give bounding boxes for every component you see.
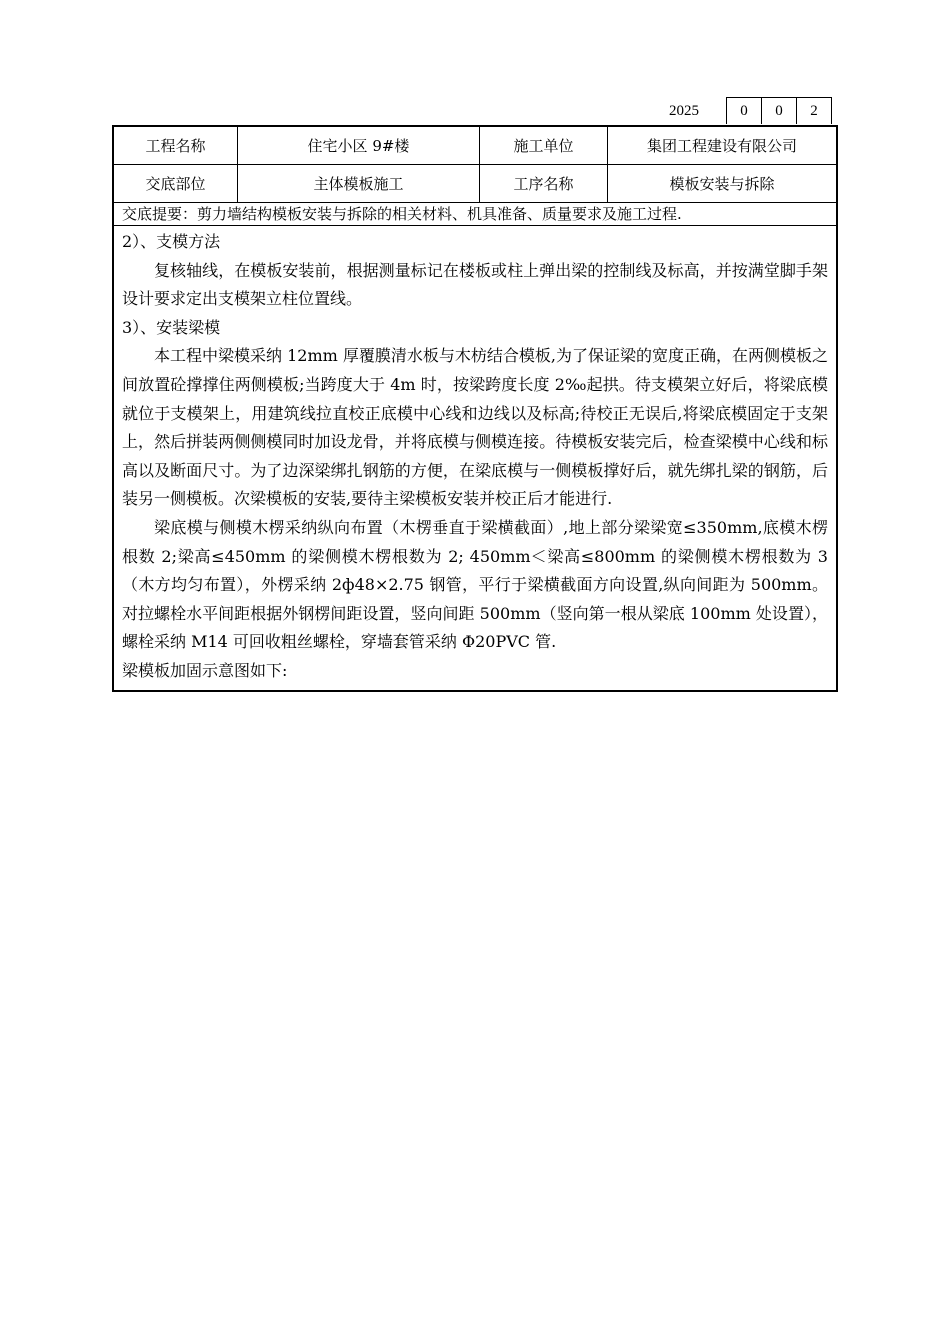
disclosure-part-label: 交底部位	[114, 165, 238, 202]
paragraph: 本工程中梁模采纳 12mm 厚覆膜清水板与木枋结合模板,为了保证梁的宽度正确，在两侧模板之间放置砼撑撑住两侧模板;当跨度大于 4m 时，按梁跨度长度 2‰起拱。待支模架立好后，将梁底模就位于支模架上，用建筑线拉直校正底模中心线和边线以及标高;待校正无误后,将梁底模固定于支架上，然后拼装两侧侧模同时加设龙骨，并将底模与侧模连接。待模板安装完后，检查梁模中心线和标高以及断面尺寸。为了边深梁绑扎钢筋的方便，在梁底模与一侧模板撑好后，就先绑扎梁的钢筋，后装另一侧模板。次梁模板的安装,要待主梁模板安装并校正后才能进行.	[122, 346, 828, 509]
section-heading: 2）、支模方法	[122, 232, 221, 251]
project-name-label: 工程名称	[114, 127, 238, 164]
header-row-scope	[114, 165, 836, 203]
document-digit: 0	[726, 97, 762, 124]
paragraph: 梁底模与侧模木楞采纳纵向布置（木楞垂直于梁横截面）,地上部分梁梁宽≤350mm,底模木楞根数 2;梁高≤450mm 的梁侧模木楞根数为 2; 450mm＜梁高≤800mm 的梁侧模木楞根数为 3（木方均匀布置），外楞采纳 2ф48×2.75 钢管，平行于梁横截面方向设置,纵向间距为 500mm。对拉螺栓水平间距根据外钢楞间距设置，竖向间距 500mm（竖向第一根从梁底 100mm 处设置），螺栓采纳 M14 可回收粗丝螺栓，穿墙套管采纳 Φ20PVC 管.	[122, 517, 828, 652]
document-year: 2025	[669, 103, 699, 119]
disclosure-part-value: 主体模板施工	[238, 165, 480, 202]
contractor-value: 集团工程建设有限公司	[646, 137, 797, 155]
document-digit: 2	[796, 97, 832, 124]
header-row-project	[114, 127, 836, 165]
disclosure-table	[112, 125, 838, 692]
document-number	[642, 97, 832, 125]
paragraph: 复核轴线，在模板安装前，根据测量标记在楼板或柱上弹出梁的控制线及标高，并按满堂脚手架设计要求定出支模架立柱位置线。	[122, 260, 828, 309]
process-name-label: 工序名称	[480, 165, 608, 202]
project-name-value: 住宅小区 9#楼	[238, 127, 480, 164]
process-name-value: 模板安装与拆除	[669, 175, 775, 193]
contractor-label: 施工单位	[480, 127, 608, 164]
closing-line: 梁模板加固示意图如下:	[122, 660, 288, 680]
section-heading: 3）、安装梁模	[122, 317, 221, 337]
disclosure-summary: 交底提要：剪力墙结构模板安装与拆除的相关材料、机具准备、质量要求及施工过程.	[114, 203, 836, 226]
disclosure-content	[114, 226, 836, 690]
document-digit: 0	[761, 97, 797, 124]
